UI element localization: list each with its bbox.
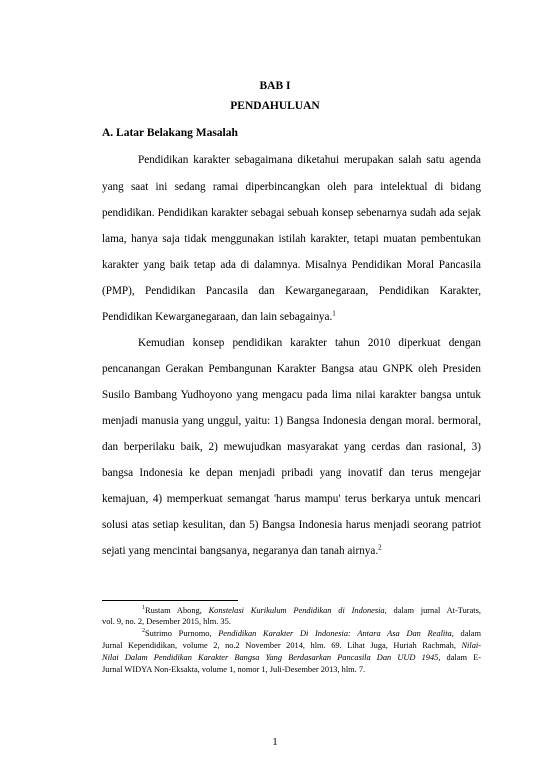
paragraph-1-line-2: yang saat ini sedang ramai diperbincangkan oleh para intelektual di bidang (102, 181, 481, 193)
footnote-2-line-3 (102, 652, 481, 663)
footnote-2-title: Pendidikan Karakter Di Indonesia: Antara Asa Dan Realita (218, 629, 452, 638)
footnote-1-line-1 (142, 605, 481, 616)
footnote-1-title: Konstelasi Kurikulum Pendidikan di Indonesia (208, 606, 385, 615)
footnote-1-author: Rustam Abong, (145, 606, 209, 615)
footnote-2-author: Sutrimo Purnomo, (145, 629, 219, 638)
footnote-2-number: 2 (142, 628, 145, 635)
footnote-2-line-2-italic: Nilai- (461, 641, 481, 650)
paragraph-1-line-3: pendidikan. Pendidikan karakter sebagai sebuah konsep sebenarnya sudah ada sejak (102, 207, 481, 219)
footnote-2-source: , dalam (451, 629, 481, 638)
paragraph-1-line-7-text: Pendidikan Kewarganegaraan, dan lain sebagainya. (102, 311, 333, 323)
paragraph-2-line-9 (102, 544, 481, 558)
chapter-title: PENDAHULUAN (230, 100, 320, 112)
footnote-2-line-2 (102, 640, 481, 651)
paragraph-2-line-3: Susilo Bambang Yudhoyono yang mengacu pada lima nilai karakter bangsa untuk (102, 389, 481, 401)
footnote-1-number: 1 (142, 605, 145, 612)
footnote-ref-1: 1 (332, 309, 336, 318)
section-heading: A. Latar Belakang Masalah (102, 127, 238, 139)
paragraph-1-line-7 (102, 310, 481, 324)
paragraph-1-line-6: (PMP), Pendidikan Pancasila dan Kewarganegaraan, Pendidikan Karakter, (102, 285, 481, 297)
chapter-label: BAB I (259, 80, 291, 92)
paragraph-2-line-6: bangsa Indonesia ke depan menjadi pribadi yang inovatif dan terus mengejar (102, 467, 481, 479)
footnote-separator (102, 600, 238, 601)
paragraph-2-line-8: solusi atas setiap kesulitan, dan 5) Bangsa Indonesia harus menjadi seorang patriot (102, 519, 481, 531)
page-number: 1 (272, 736, 278, 748)
paragraph-1-line-5: karakter yang baik tetap ada di dalamnya. Misalnya Pendidikan Moral Pancasila (102, 259, 481, 271)
footnote-1-line-2: vol. 9, no. 2, Desember 2015, hlm. 35. (102, 617, 231, 626)
footnote-1-source: , dalam jurnal At-Turats, (384, 606, 481, 615)
paragraph-2-line-5: dan berperilaku baik, 2) mewujudkan masyarakat yang cerdas dan rasional, 3) (102, 441, 481, 453)
paragraph-2-line-2: pencanangan Gerakan Pembangunan Karakter Bangsa atau GNPK oleh Presiden (102, 363, 481, 375)
paragraph-2-line-4: menjadi manusia yang unggul, yaitu: 1) Bangsa Indonesia dengan moral. bermoral, (102, 415, 481, 427)
paragraph-1-line-1: Pendidikan karakter sebagaimana diketahui merupakan salah satu agenda (138, 154, 481, 166)
paragraph-1-line-4: lama, hanya saja tidak menggunakan istilah karakter, tetapi muatan pembentukan (102, 233, 481, 245)
footnote-2-line-1 (142, 628, 481, 639)
footnote-ref-2: 2 (378, 543, 382, 552)
paragraph-2-line-1: Kemudian konsep pendidikan karakter tahun 2010 diperkuat dengan (138, 337, 481, 349)
footnote-2-line-4: Jurnal WIDYA Non-Eksakta, volume 1, nomor 1, Juli-Desember 2013, hlm. 7. (102, 665, 366, 674)
paragraph-2-line-9-text: sejati yang mencintai bangsanya, negaranya dan tanah airnya. (102, 545, 379, 557)
footnote-2-line-2-text: Jurnal Kependidikan, volume 2, no.2 November 2014, hlm. 69. Lihat Juga, Huriah Rachmah, (102, 641, 462, 650)
footnote-2-line-3-text: , dalam E- (438, 653, 481, 662)
footnote-2-line-3-italic: Nilai Dalam Pendidikan Karakter Bangsa Yang Berdasarkan Pancasila Dan UUD 1945 (102, 653, 439, 662)
paragraph-2-line-7: kemajuan, 4) memperkuat semangat 'harus mampu' terus berkarya untuk mencari (102, 493, 481, 505)
